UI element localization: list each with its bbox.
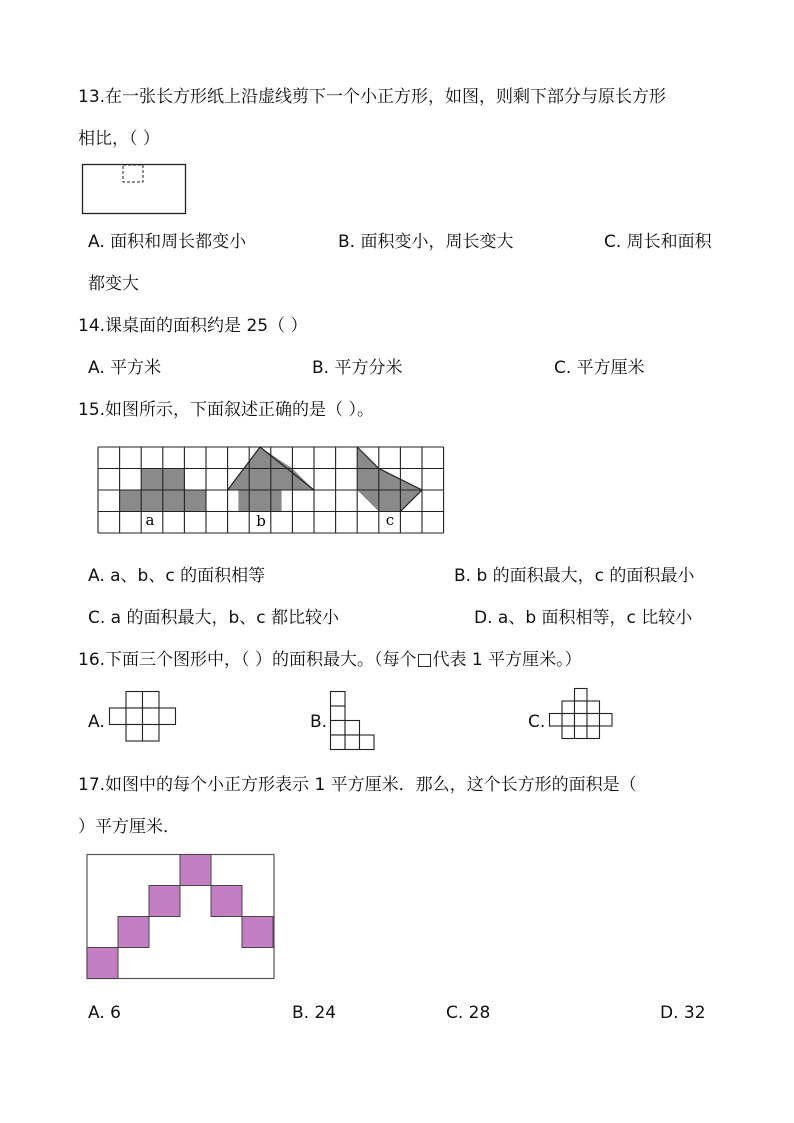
q17-option-c[interactable]: C. 28 bbox=[446, 1003, 491, 1023]
q17-option-a[interactable]: A. 6 bbox=[88, 1003, 121, 1023]
q17-stem-line2: ）平方厘米． bbox=[78, 817, 180, 837]
q15-shape-label-c: c bbox=[385, 511, 395, 529]
q14-option-c[interactable]: C. 平方厘米 bbox=[554, 358, 645, 378]
q16-a-square bbox=[143, 692, 160, 709]
q16-c-square bbox=[562, 701, 575, 714]
q13-stem-line2: 相比，（ ） bbox=[78, 129, 160, 149]
q17-rectangle-figure bbox=[86, 854, 276, 982]
q16-c-square bbox=[575, 714, 588, 727]
q14-option-a[interactable]: A. 平方米 bbox=[88, 358, 162, 378]
q14-option-b[interactable]: B. 平方分米 bbox=[312, 358, 403, 378]
q16-option-b[interactable]: B. bbox=[310, 712, 328, 732]
q16-c-square bbox=[587, 701, 600, 714]
q16-b-square bbox=[331, 735, 346, 750]
q13-option-c-cont: 都变大 bbox=[88, 274, 139, 294]
q16-c-square bbox=[550, 714, 563, 727]
q13-option-c[interactable]: C. 周长和面积 bbox=[604, 232, 712, 252]
q16-a-square bbox=[126, 708, 143, 725]
q15-stem: 15.如图所示，下面叙述正确的是（ ）。 bbox=[78, 400, 374, 420]
q16-b-square bbox=[331, 706, 346, 721]
q16-a-square bbox=[110, 708, 127, 725]
q16-figure-b bbox=[330, 691, 392, 751]
q16-c-square bbox=[575, 689, 588, 702]
q16-c-square bbox=[600, 714, 613, 727]
q16-c-square bbox=[562, 714, 575, 727]
q16-b-square bbox=[345, 735, 360, 750]
q15-grid-figure bbox=[98, 447, 443, 533]
q13-rectangle-figure bbox=[82, 164, 188, 216]
q16-figure-c bbox=[549, 688, 615, 752]
q17-purple-square bbox=[87, 948, 118, 979]
q15-option-a[interactable]: A. a、b、c 的面积相等 bbox=[88, 566, 266, 586]
q13-stem-line1: 13.在一张长方形纸上沿虚线剪下一个小正方形，如图，则剩下部分与原长方形 bbox=[78, 87, 667, 107]
q16-a-square bbox=[159, 708, 176, 725]
q16-c-square bbox=[575, 726, 588, 739]
q16-b-square bbox=[360, 735, 375, 750]
q15-shape-label-a: a bbox=[145, 511, 155, 529]
q16-c-square bbox=[562, 726, 575, 739]
q13-option-b[interactable]: B. 面积变小，周长变大 bbox=[338, 232, 514, 252]
q17-purple-square bbox=[180, 855, 211, 886]
q15-option-c[interactable]: C. a 的面积最大，b、c 都比较小 bbox=[88, 608, 340, 628]
q16-c-square bbox=[587, 726, 600, 739]
q16-a-square bbox=[143, 708, 160, 725]
q16-a-square bbox=[126, 692, 143, 709]
q16-a-square bbox=[126, 725, 143, 742]
q16-c-square bbox=[575, 701, 588, 714]
q17-purple-square bbox=[118, 917, 149, 948]
q15-option-d[interactable]: D. a、b 面积相等，c 比较小 bbox=[474, 608, 693, 628]
q16-option-c[interactable]: C. bbox=[528, 712, 546, 732]
q17-purple-square bbox=[242, 917, 273, 948]
q16-option-a[interactable]: A. bbox=[88, 712, 105, 732]
q15-shape-label-b: b bbox=[256, 512, 266, 530]
q17-option-b[interactable]: B. 24 bbox=[292, 1003, 337, 1023]
q17-option-d[interactable]: D. 32 bbox=[660, 1003, 706, 1023]
q17-purple-square bbox=[211, 886, 242, 917]
q16-b-square bbox=[331, 692, 346, 707]
q16-b-square bbox=[345, 721, 360, 736]
q13-option-a[interactable]: A. 面积和周长都变小 bbox=[88, 232, 247, 252]
q16-a-square bbox=[143, 725, 160, 742]
q14-stem: 14.课桌面的面积约是 25（ ） bbox=[78, 316, 308, 336]
q16-c-square bbox=[587, 714, 600, 727]
q15-option-b[interactable]: B. b 的面积最大，c 的面积最小 bbox=[454, 566, 695, 586]
q16-figure-a bbox=[109, 691, 175, 747]
q17-stem-line1: 17.如图中的每个小正方形表示 1 平方厘米．那么，这个长方形的面积是（ bbox=[78, 775, 637, 795]
q17-purple-square bbox=[149, 886, 180, 917]
q16-stem: 16.下面三个图形中，（ ）的面积最大。（每个□代表 1 平方厘米。） bbox=[78, 650, 582, 670]
q16-b-square bbox=[331, 721, 346, 736]
